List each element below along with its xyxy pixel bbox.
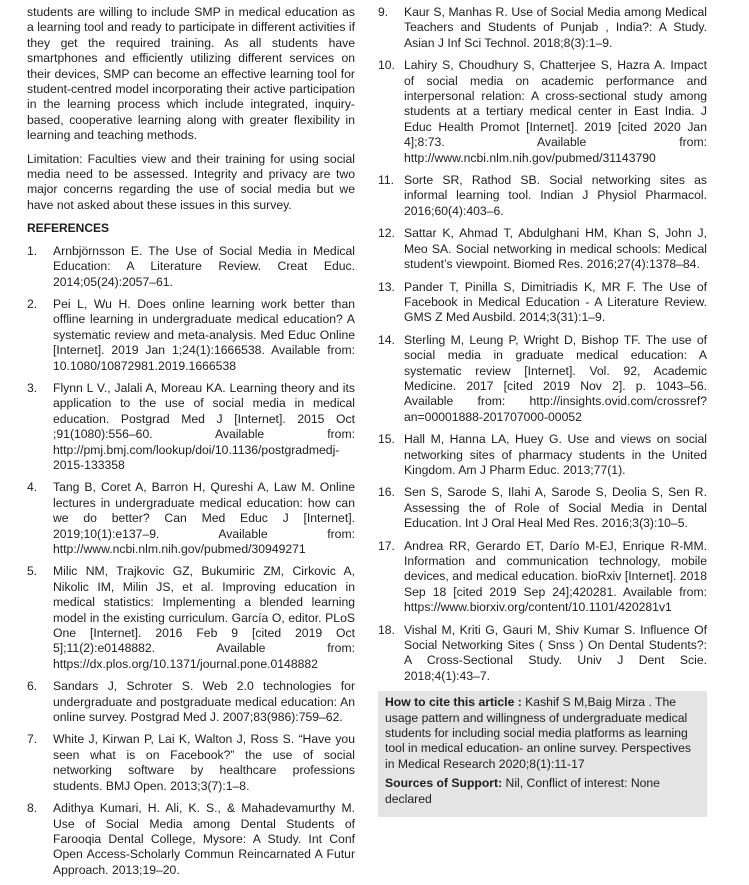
reference-number: 9. xyxy=(378,5,389,19)
reference-number: 17. xyxy=(378,538,395,553)
reference-text: White J, Kirwan P, Lai K, Walton J, Ross S. “Have you seen what is on Facebook?” the use of social networking software by healthcare professions students. BMJ Open. 2013;3(7):1–8. xyxy=(53,732,355,793)
reference-item xyxy=(378,539,707,616)
reference-number: 6. xyxy=(27,679,38,694)
reference-text: Kaur S, Manhas R. Use of Social Media among Medical Teachers and Students of Punjab , India?: A Study. Asian J Inf Sci Technol. 2018;8(3):1–9. xyxy=(404,5,707,50)
reference-text: Pei L, Wu H. Does online learning work better than offline learning in undergraduate medical education? A systematic review and meta-analysis. Med Educ Online [Internet]. 2019 Jan 1;24(1):1666538. Available from: 10.1080/10872981.2019.1666538 xyxy=(53,296,355,373)
reference-number: 8. xyxy=(27,801,38,816)
sources-of-support xyxy=(385,776,700,807)
sources-of-support-text: Nil, Conflict of interest: None declared xyxy=(385,776,660,806)
reference-text: Tang B, Coret A, Barron H, Qureshi A, Law M. Online lectures in undergraduate medical education: how can we do better? Can Med Educ J [Internet]. 2019;10(1):e137–9. Available from: http://www.ncbi.nlm.nih.gov/pubmed/30949271 xyxy=(53,480,355,556)
reference-number: 14. xyxy=(378,332,395,347)
reference-number: 18. xyxy=(378,622,395,637)
reference-item xyxy=(378,333,707,425)
body-paragraph-conclusion: students are willing to include SMP in medical education as a learning tool and ready to participate in different activities if they get the required training. As all students have smartphones and efficiently utilizing different services on their devices, SMP can become an effective learning tool for student-centred model incorporating their active participation in the learning process which include integrated, inquiry-based, cooperative learning along with greater flexibility in learning and teaching methods. xyxy=(27,5,355,143)
reference-number: 4. xyxy=(27,480,38,495)
reference-item xyxy=(378,173,707,219)
citation-box xyxy=(378,691,707,817)
reference-number: 3. xyxy=(27,380,38,395)
reference-text: Andrea RR, Gerardo ET, Darío M-EJ, Enrique R-MM. Information and communication technology, mobile devices, and medical education. bioRxiv [Internet]. 2018 Sep 18 [cited 2019 Sep 24];420281. Available from: https://www.biorxiv.org/content/10.1101/420281v1 xyxy=(404,538,707,615)
sources-of-support-label: Sources of Support: xyxy=(385,776,503,791)
left-column xyxy=(27,5,355,885)
reference-item xyxy=(27,297,355,374)
reference-item xyxy=(27,480,355,557)
body-paragraph-limitation: Limitation: Faculties view and their training for using social media need to be assessed. Integrity and privacy are two major concerns regarding the use of social media but we have not asked about these issues in this survey. xyxy=(27,151,355,212)
reference-text: Sattar K, Ahmad T, Abdulghani HM, Khan S, John J, Meo SA. Social networking in medical schools: Medical student’s viewpoint. Biomed Res. 2016;27(4):1378–84. xyxy=(404,226,707,272)
reference-item xyxy=(378,485,707,531)
reference-number: 1. xyxy=(27,243,38,258)
reference-text: Pander T, Pinilla S, Dimitriadis K, MR F. The Use of Facebook in Medical Education - A Literature Review. GMS Z Med Ausbild. 2014;3(31):1–9. xyxy=(404,279,707,325)
reference-item xyxy=(378,5,707,51)
how-to-cite xyxy=(385,695,700,772)
how-to-cite-label: How to cite this article : xyxy=(385,695,522,710)
reference-text: Arnbjörnsson E. The Use of Social Media in Medical Education: A Literature Review. Creat Educ. 2014;05(24):2057–61. xyxy=(53,243,355,289)
reference-text: Hall M, Hanna LA, Huey G. Use and views on social networking sites of pharmacy students in the United Kingdom. Am J Pharm Educ. 2013;77(1). xyxy=(404,432,707,477)
reference-number: 12. xyxy=(378,226,395,241)
reference-text: Vishal M, Kriti G, Gauri M, Shiv Kumar S. Influence Of Social Networking Sites ( Snss ) On Dental Students?: A Cross-Sectional Study. Univ J Dent Scie. 2018;4(1):43–7. xyxy=(404,622,707,683)
reference-item xyxy=(378,58,707,166)
reference-item xyxy=(378,432,707,478)
reference-item xyxy=(378,226,707,272)
reference-item xyxy=(27,564,355,672)
reference-text: Sandars J, Schroter S. Web 2.0 technologies for undergraduate and postgraduate medical education: An online survey. Postgrad Med J. 2007;83(986):759–62. xyxy=(53,679,355,725)
reference-number: 16. xyxy=(378,485,395,500)
reference-number: 5. xyxy=(27,564,38,579)
reference-number: 10. xyxy=(378,58,395,73)
reference-text: Milic NM, Trajkovic GZ, Bukumiric ZM, Cirkovic A, Nikolic IM, Milin JS, et al. Improving education in medical statistics: Implementing a blended learning model in the existing curriculum. García O, editor. PLoS One [Internet]. 2016 Feb 9 [cited 2019 Oct 5];11(2):e0148882. Available from: https://dx.plos.org/10.1371/journal.pone.0148882 xyxy=(53,564,355,671)
reference-text: Flynn L V., Jalali A, Moreau KA. Learning theory and its application to the use of social media in medical education. Postgrad Med J [Internet]. 2015 Oct ;91(1080):556–60. Available from: http://pmj.bmj.com/lookup/doi/10.1136/postgradmedj-2015-133358 xyxy=(53,380,355,472)
reference-text: Sen S, Sarode S, Ilahi A, Sarode S, Deolia S, Sen R. Assessing the of Role of Social Media in Dental Education. Int J Oral Heal Med Res. 2016;3(3):10–5. xyxy=(404,485,707,531)
reference-item xyxy=(27,244,355,290)
reference-text: Sorte SR, Rathod SB. Social networking sites as informal learning tool. Indian J Physiol Pharmacol. 2016;60(4):403–6. xyxy=(404,173,707,218)
reference-item xyxy=(27,732,355,794)
reference-number: 7. xyxy=(27,732,38,747)
right-column xyxy=(378,5,707,817)
references-list-left xyxy=(27,244,355,878)
reference-number: 13. xyxy=(378,279,395,294)
reference-number: 11. xyxy=(378,173,395,188)
reference-text: Lahiry S, Choudhury S, Chatterjee S, Hazra A. Impact of social media on academic performance and interpersonal relation: A cross-sectional study among students at a tertiary medical center in East India. J Educ Health Promot [Internet]. 2019 [cited 2020 Jan 4];8:73. Available from: http://www.ncbi.nlm.nih.gov/pubmed/31143790 xyxy=(404,58,707,165)
how-to-cite-text: Kashif S M,Baig Mirza . The usage pattern and willingness of undergraduate medical students for including social media platforms as learning tool in medical education- an online survey. Perspectives in Medical Research 2020;8(1):11-17 xyxy=(385,695,691,771)
reference-text: Adithya Kumari, H. Ali, K. S., & Mahadevamurthy M. Use of Social Media among Dental Students of Farooqia Dental College, Mysore: A Study. Int Conf Open Access-Scholarly Commun Reincarnated A Futur Approach. 2013;19–20. xyxy=(53,801,355,877)
references-list-right xyxy=(378,5,707,684)
reference-number: 2. xyxy=(27,296,38,311)
reference-item xyxy=(378,623,707,685)
reference-item xyxy=(27,381,355,473)
reference-item xyxy=(27,679,355,725)
reference-item xyxy=(378,280,707,326)
reference-number: 15. xyxy=(378,432,395,447)
reference-item xyxy=(27,801,355,878)
reference-text: Sterling M, Leung P, Wright D, Bishop TF. The use of social media in graduate medical education: A systematic review [Internet]. Vol. 92, Academic Medicine. 2017 [cited 2019 Nov 2]. p. 1043–56. Available from: http://insights.ovid.com/crossref?an=00001888-201707000-00052 xyxy=(404,332,707,424)
references-heading: REFERENCES xyxy=(27,221,110,236)
